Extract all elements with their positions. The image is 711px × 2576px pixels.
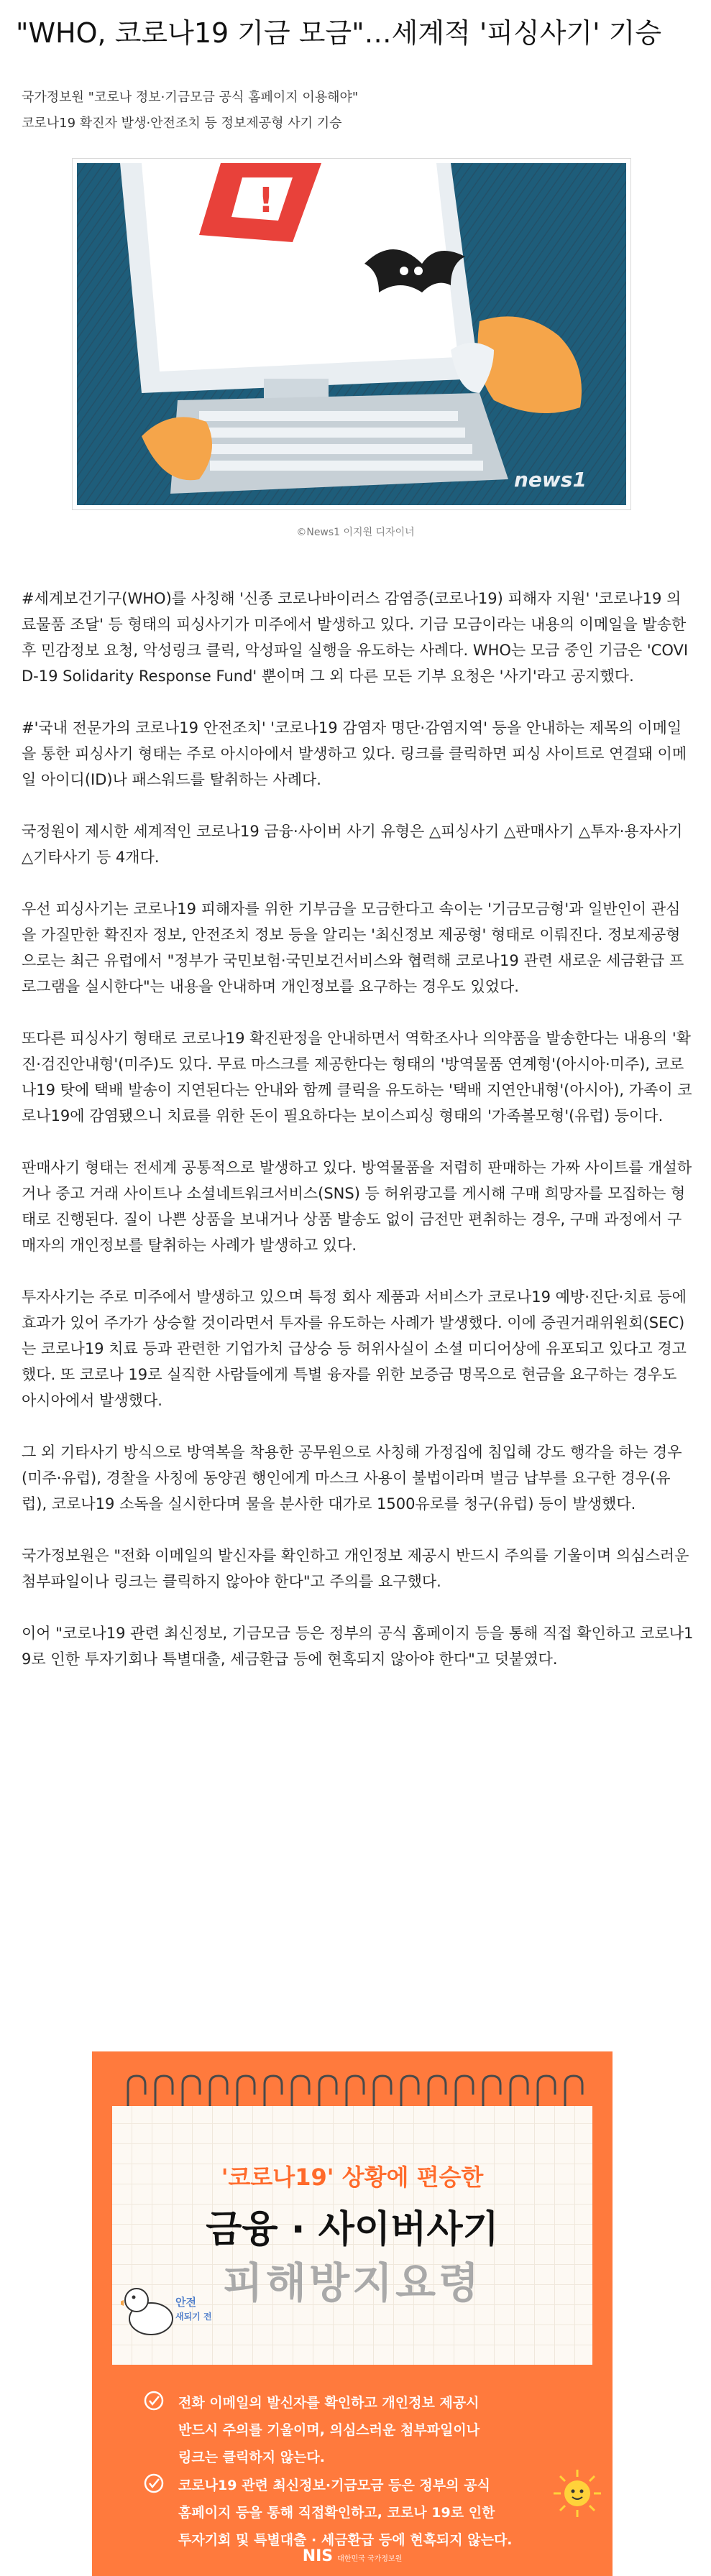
article-paragraph: #세계보건기구(WHO)를 사칭해 '신종 코로나바이러스 감염증(코로나19) 피해자 지원' '코로나19 의료물품 조달' 등 형태의 피싱사기가 미주에서 발생하고 있다. 기금 모금이라는 내용의 이메일을 발송한 후 민감정보 요청, 악성링크 클릭, 악성파일 실행을 유도하는 사례다. WHO는 모금 중인 기금은 'COVID-19 Solidarity Response Fund' 뿐이며 그 외 다른 모든 기부 요청은 '사기'라고 공지했다.: [22, 590, 689, 685]
poster-tip-line: 반드시 주의를 기울이며, 의심스러운 첨부파일이나: [178, 2422, 480, 2438]
poster-tip-line: 홈페이지 등을 통해 직접확인하고, 코로나 19로 인한: [178, 2505, 495, 2521]
nis-org-name: 대한민국 국가정보원: [337, 2555, 403, 2563]
mascot-label: [175, 2294, 212, 2322]
spiral-binding-icon: [92, 2051, 613, 2109]
article-paragraph: 또다른 피싱사기 형태로 코로나19 확진판정을 안내하면서 역학조사나 의약품을 발송한다는 내용의 '확진·검진안내형'(미주)도 있다. 무료 마스크를 제공한다는 형태의 '방역물품 연계형'(아시아·미주), 코로나19 탓에 택배 발송이 지연된다는 안내와 함께 클릭을 유도하는 '택배 지연안내형'(아시아), 가족이 코로나19에 감염됐으니 치료를 위한 돈이 필요하다는 보이스피싱 형태의 '가족볼모형'(유럽) 등이다.: [22, 1030, 692, 1125]
poster-main-title: 금융 · 사이버사기: [206, 2208, 499, 2251]
subheading: 국가정보원 "코로나 정보·기금모금 공식 홈페이지 이용해야": [22, 90, 359, 105]
article-paragraph: 판매사기 형태는 전세계 공통적으로 발생하고 있다. 방역물품을 저렴히 판매하는 가짜 사이트를 개설하거나 중고 거래 사이트나 소셜네트워크서비스(SNS) 등 허위광고를 게시해 구매 희망자를 모집하는 형태로 진행된다. 질이 나쁜 상품을 보내거나 상품 발송도 없이 금전만 편취하는 경우, 구매 과정에서 구매자의 개인정보를 탈취하는 사례가 발생하고 있다.: [22, 1159, 692, 1254]
poster-sub-title: 피해방지요령: [222, 2258, 482, 2307]
subheadings: [22, 85, 690, 137]
poster-tip: [178, 2472, 552, 2554]
article-paragraph: 투자사기는 주로 미주에서 발생하고 있으며 특정 회사 제품과 서비스가 코로나19 예방·진단·치료 등에 효과가 있어 주가가 상승할 것이라면서 투자를 유도하는 사례가 발생했다. 이에 증권거래위원회(SEC)는 코로나19 치료 등과 관련한 기업가치 급상승 등 허위사실이 소셜 미디어상에 유포되고 있다고 경고했다. 또 코로나 19로 실직한 사람들에게 특별 융자를 위한 보증금 명목으로 현금을 요구하는 경우도 아시아에서 발생했다.: [22, 1288, 687, 1409]
poster-tip-line: 투자기회 및 특별대출 · 세금환급 등에 현혹되지 않는다.: [178, 2532, 513, 2548]
nis-logo-text: NIS: [302, 2547, 334, 2565]
nis-logo: [92, 2547, 613, 2565]
poster-tip: [178, 2389, 552, 2471]
article-photo: [72, 158, 631, 510]
svg-text:!: !: [258, 180, 274, 221]
sun-mascot-icon: [552, 2468, 602, 2519]
poster-top-line: '코로나19' 상황에 편승한: [221, 2164, 484, 2191]
check-circle-icon: [144, 2391, 164, 2411]
subheading: 코로나19 확진자 발생·안전조치 등 정보제공형 사기 기승: [22, 116, 342, 131]
article-headline: "WHO, 코로나19 기금 모금"…세계적 '피싱사기' 기승: [16, 17, 662, 49]
poster-tip-line: 코로나19 관련 최신정보·기금모금 등은 정부의 공식: [178, 2478, 490, 2493]
article-paragraph: 국정원이 제시한 세계적인 코로나19 금융·사이버 사기 유형은 △피싱사기 △판매사기 △투자·용자사기 △기타사기 등 4개다.: [22, 823, 683, 866]
article-body: [22, 586, 694, 1698]
safety-poster: [92, 2051, 613, 2576]
duck-mascot-icon: [121, 2281, 178, 2339]
article-paragraph: #'국내 전문가의 코로나19 안전조치' '코로나19 감염자 명단·감염지역' 등을 안내하는 제목의 이메일을 통한 피싱사기 형태는 주로 아시아에서 발생하고 있다. 링크를 클릭하면 피싱 사이트로 연결돼 이메일 아이디(ID)나 패스워드를 탈취하는 사례다.: [22, 719, 687, 788]
check-circle-icon: [144, 2473, 164, 2493]
poster-tip-line: 링크는 클릭하지 않는다.: [178, 2450, 325, 2465]
article-paragraph: 그 외 기타사기 방식으로 방역복을 착용한 공무원으로 사칭해 가정집에 침입해 강도 행각을 하는 경우(미주·유럽), 경찰을 사칭에 동양권 행인에게 마스크 사용이 불법이라며 벌금 납부를 요구한 경우(유럽), 코로나19 소독을 실시한다며 물을 분사한 대가로 1500유로를 청구(유럽) 등이 발생했다.: [22, 1444, 682, 1513]
photo-caption: ©News1 이지원 디자이너: [296, 527, 415, 538]
article-paragraph: 이어 "코로나19 관련 최신정보, 기금모금 등은 정부의 공식 홈페이지 등을 통해 직접 확인하고 코로나19로 인한 투자기회나 특별대출, 세금환급 등에 현혹되지 않아야 한다"고 덧붙였다.: [22, 1625, 694, 1668]
article-paragraph: 우선 피싱사기는 코로나19 피해자를 위한 기부금을 모금한다고 속이는 '기금모금형'과 일반인이 관심을 가질만한 확진자 정보, 안전조치 정보 등을 알리는 '최신정보 제공형' 형태로 이뤄진다. 정보제공형으로는 최근 유럽에서 "정부가 국민보험·국민보건서비스와 협력해 코로나19 관련 새로운 세금환급 프로그램을 실시한다"는 내용을 안내하며 개인정보를 요구하는 경우도 있었다.: [22, 900, 684, 995]
poster-tip-line: 전화 이메일의 발신자를 확인하고 개인정보 제공시: [178, 2395, 480, 2411]
phishing-illustration: [77, 163, 626, 505]
article-paragraph: 국가정보원은 "전화 이메일의 발신자를 확인하고 개인정보 제공시 반드시 주의를 기울이며 의심스러운 첨부파일이나 링크는 클릭하지 않아야 한다"고 주의를 요구했다.: [22, 1547, 689, 1590]
mascot-label-line: 새되기 전: [175, 2312, 212, 2322]
news1-watermark: news1: [514, 468, 587, 491]
mascot-label-line: 안전: [175, 2296, 196, 2309]
